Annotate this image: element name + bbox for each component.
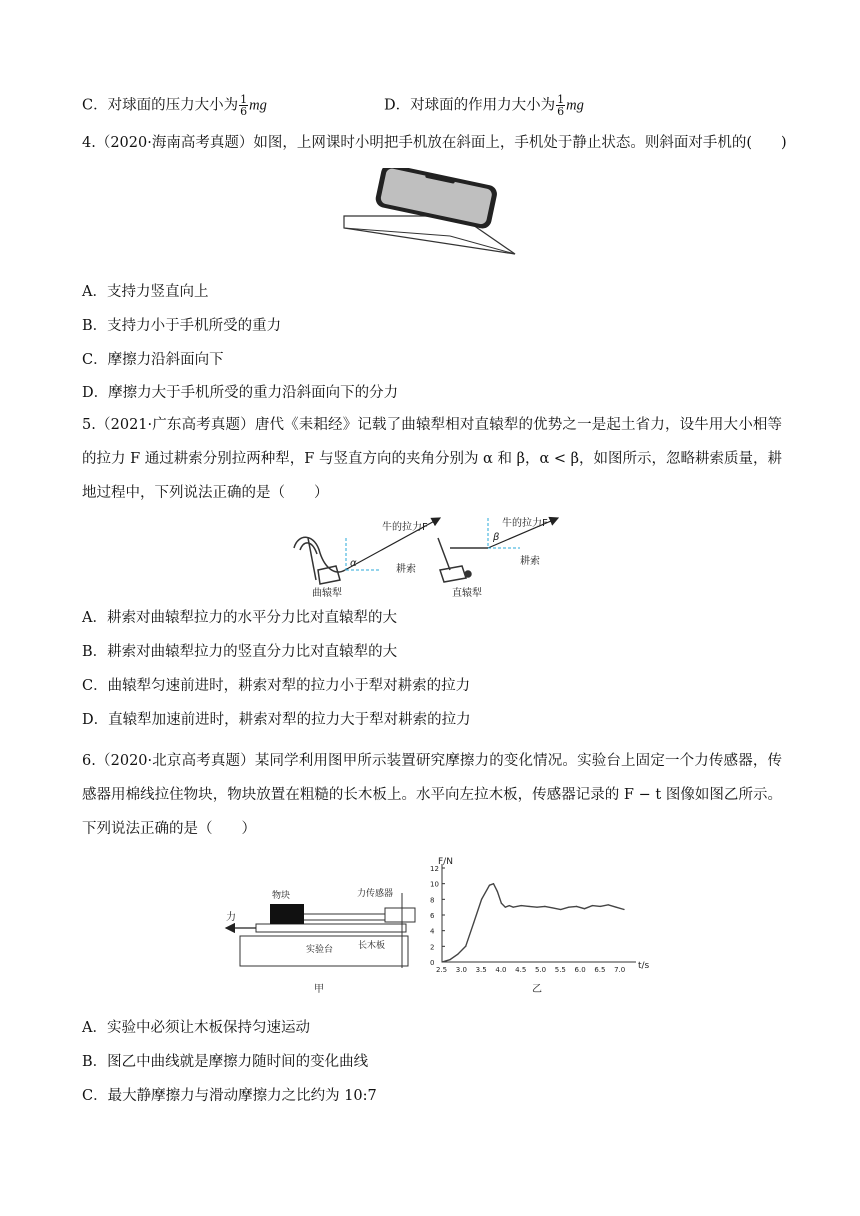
board-label: 长木板 xyxy=(358,941,386,951)
y-tick-label: 2 xyxy=(430,943,435,952)
x-tick-label: 5.5 xyxy=(554,966,566,974)
data-point xyxy=(489,885,490,886)
data-point xyxy=(465,946,466,947)
data-point xyxy=(493,883,494,884)
force-sensor xyxy=(385,908,415,922)
data-point xyxy=(473,922,474,923)
curved-plough-icon xyxy=(294,537,345,584)
data-point xyxy=(449,959,450,960)
q6-option-c: C．最大静摩擦力与滑动摩擦力之比约为 10:7 xyxy=(82,1088,377,1104)
q4-option-c: C．摩擦力沿斜面向下 xyxy=(82,352,224,368)
data-point xyxy=(608,904,609,905)
block xyxy=(270,904,304,924)
alpha-label: α xyxy=(350,558,357,569)
x-tick-label: 7.0 xyxy=(614,966,626,974)
x-tick-label: 6.5 xyxy=(594,966,606,974)
data-point xyxy=(592,905,593,906)
y-tick-label: 0 xyxy=(430,959,435,967)
q5-option-b: B．耕索对曲辕犁拉力的竖直分力比对直辕犁的大 xyxy=(82,644,398,660)
block-label: 物块 xyxy=(272,891,291,901)
series-line xyxy=(442,884,624,962)
data-point xyxy=(457,954,458,955)
fraction: $\frac{1}{6}$ xyxy=(240,93,248,118)
chart-axes xyxy=(442,864,636,962)
y-tick-label: 12 xyxy=(430,865,439,873)
long-board xyxy=(256,924,406,932)
data-point xyxy=(536,907,537,908)
sensor-label: 力传感器 xyxy=(357,889,394,899)
data-point xyxy=(521,905,522,906)
option-d-text: D．对球面的作用力大小为 xyxy=(384,97,556,114)
left-caption: 曲辕犁 xyxy=(312,588,342,599)
y-tick-label: 10 xyxy=(430,880,439,889)
data-point xyxy=(576,906,577,907)
q4-option-d: D．摩擦力大于手机所受的重力沿斜面向下的分力 xyxy=(82,385,399,401)
right-rope-label: 耕索 xyxy=(520,556,540,567)
caption-left: 甲 xyxy=(314,984,324,995)
right-force-label: 牛的拉力F xyxy=(502,518,548,529)
data-point xyxy=(501,903,502,904)
data-point xyxy=(560,909,561,910)
force-label: 力 xyxy=(226,912,236,923)
right-caption: 直辕犁 xyxy=(452,588,482,599)
caption-right: 乙 xyxy=(532,984,542,995)
left-rope-label: 耕索 xyxy=(396,564,416,575)
q4-stem: 4.（2020·海南高考真题）如图，上网课时小明把手机放在斜面上，手机处于静止状态。则斜面对手机的( ) xyxy=(82,135,787,151)
data-point xyxy=(552,907,553,908)
data-point xyxy=(497,891,498,892)
chart-ticks xyxy=(430,865,625,974)
series-points xyxy=(441,883,624,963)
x-axis-label: t/s xyxy=(638,961,650,971)
x-tick-label: 4.5 xyxy=(515,966,527,974)
data-point xyxy=(441,961,442,962)
top-option-c: C．对球面的压力大小为 $\frac{1}{6}$ mg xyxy=(82,93,267,118)
plough-figure xyxy=(290,508,570,600)
q4-option-b: B．支持力小于手机所受的重力 xyxy=(82,318,282,334)
table-label: 实验台 xyxy=(306,945,334,955)
x-tick-label: 3.5 xyxy=(475,966,487,974)
option-c-text: C．对球面的压力大小为 xyxy=(82,97,239,114)
ft-chart xyxy=(420,854,660,1004)
y-tick-label: 6 xyxy=(430,912,435,920)
q4-option-a: A．支持力竖直向上 xyxy=(82,284,209,300)
q6-option-a: A．实验中必须让木板保持匀速运动 xyxy=(82,1020,310,1036)
data-point xyxy=(509,905,510,906)
x-tick-label: 6.0 xyxy=(574,966,586,974)
data-point xyxy=(481,899,482,900)
y-tick-label: 4 xyxy=(430,927,435,936)
phone-on-slope-figure xyxy=(340,168,520,264)
beta-label: β xyxy=(493,532,500,543)
data-point xyxy=(513,907,514,908)
x-tick-label: 2.5 xyxy=(436,966,448,974)
straight-plough-icon xyxy=(438,538,488,582)
q6-option-b: B．图乙中曲线就是摩擦力随时间的变化曲线 xyxy=(82,1054,369,1070)
x-tick-label: 5.0 xyxy=(534,966,547,974)
data-point xyxy=(568,907,569,908)
data-point xyxy=(528,906,529,907)
top-option-d: D．对球面的作用力大小为 $\frac{1}{6}$ mg xyxy=(384,93,584,118)
x-tick-label: 3.0 xyxy=(455,966,467,974)
y-tick-label: 8 xyxy=(430,896,435,905)
q6-stem: 6.（2020·北京高考真题）某同学利用图甲所示装置研究摩擦力的变化情况。实验台上固定一个力传感器，传感器用棉线拉住物块，物块放置在粗糙的长木板上。水平向左拉木板，传感器记录的 F − t 图像如图乙所示。下列说法正确的是（ ） xyxy=(82,753,782,837)
data-point xyxy=(505,907,506,908)
apparatus-figure xyxy=(222,858,422,998)
left-force-label: 牛的拉力F xyxy=(382,522,428,533)
q5-option-c: C．曲辕犁匀速前进时，耕索对犁的拉力小于犁对耕索的拉力 xyxy=(82,678,471,694)
q5-stem: 5.（2021·广东高考真题）唐代《耒耜经》记载了曲辕犁相对直辕犁的优势之一是起土省力，设牛用大小相等的拉力 F 通过耕索分别拉两种犁，F 与竖直方向的夹角分别为 α 和 β，α < β，如图所示，忽略耕索质量，耕地过程中，下列说法正确的是（ ） xyxy=(82,417,782,501)
fraction: $\frac{1}{6}$ xyxy=(557,93,565,118)
x-tick-label: 4.0 xyxy=(495,966,507,974)
data-point xyxy=(600,906,601,907)
data-point xyxy=(584,908,585,909)
q5-option-d: D．直辕犁加速前进时，耕索对犁的拉力大于犁对耕索的拉力 xyxy=(82,712,471,728)
data-point xyxy=(623,909,624,910)
y-axis-label: F/N xyxy=(438,857,453,867)
data-point xyxy=(616,907,617,908)
data-point xyxy=(544,906,545,907)
q5-option-a: A．耕索对曲辕犁拉力的水平分力比对直辕犁的大 xyxy=(82,610,397,626)
